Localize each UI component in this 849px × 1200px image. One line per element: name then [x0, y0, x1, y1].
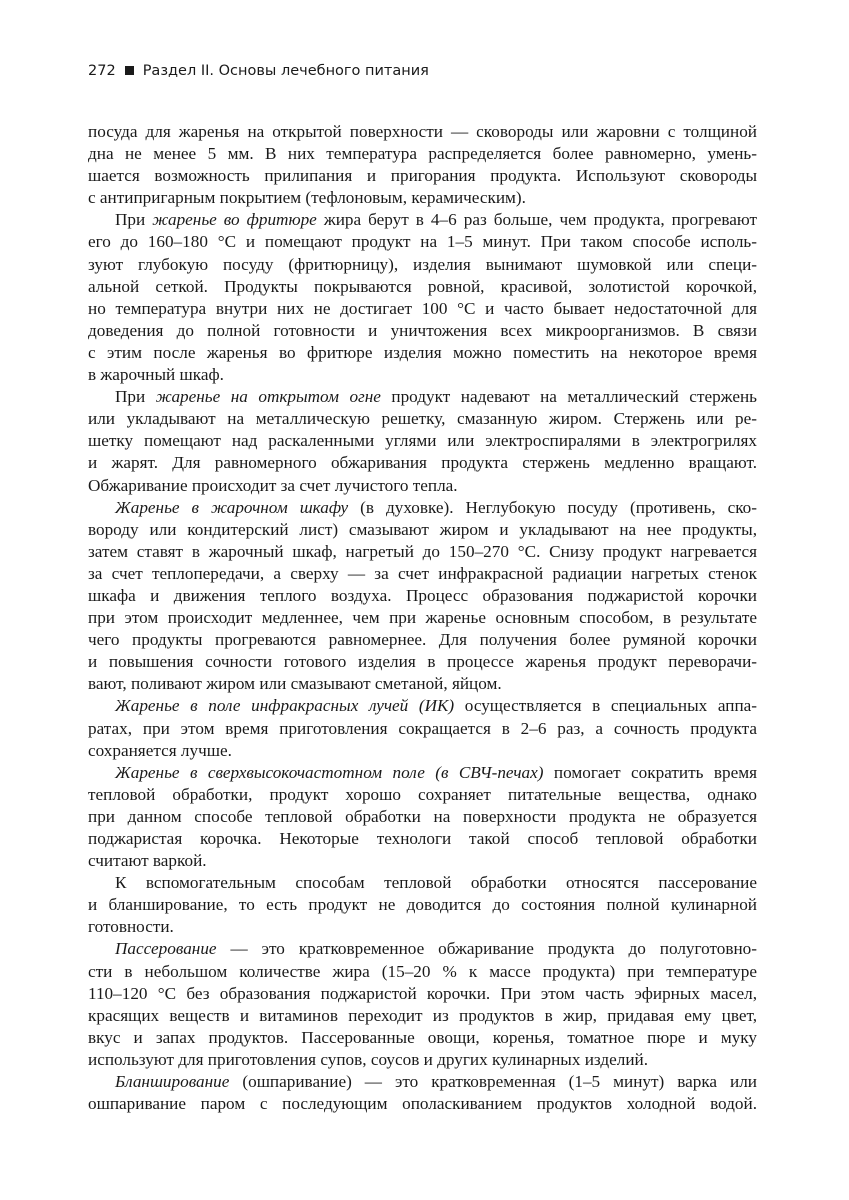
- text-run: (в духовке). Неглубокую посуду (противень, ско-: [348, 497, 758, 517]
- text-run: его до 160–180 °С и помещают продукт на 1–5 минут. При таком способе исполь-: [88, 232, 757, 252]
- paragraph: [88, 209, 757, 386]
- text-line: [88, 408, 757, 430]
- text-run: помогает сократить время: [543, 762, 757, 782]
- text-line: [88, 452, 757, 474]
- text-line: [88, 651, 757, 673]
- text-run: доведения до полной готовности и уничтожения всех микроорганизмов. В связи: [88, 320, 757, 340]
- text-line: [88, 1071, 757, 1093]
- text-run: ошпаривание паром с последующим ополаскиванием продуктов холодной водой.: [88, 1094, 757, 1114]
- text-run: шается возможность прилипания и пригорания продукта. Используют сковороды: [88, 166, 757, 186]
- text-line: [88, 475, 757, 497]
- text-run: с антипригарным покрытием (тефлоновым, керамическим).: [88, 188, 526, 208]
- text-run: осуществляется в специальных аппа-: [454, 696, 758, 716]
- text-line: [88, 806, 757, 828]
- running-header: [88, 63, 429, 79]
- text-run: за счет теплопередачи, а сверху — за счет инфракрасной радиации нагретых стенок: [88, 563, 757, 583]
- text-run: дна не менее 5 мм. В них температура распределяется более равномерно, умень-: [88, 144, 757, 164]
- text-run: чего продукты прогреваются равномернее. Для получения более румяной корочки: [88, 630, 757, 650]
- text-run: поджаристая корочка. Некоторые технологи такой способ тепловой обработки: [88, 829, 757, 848]
- text-line: [88, 563, 757, 585]
- italic-term: Жаренье в сверхвысокочастотном поле (в СВЧ-печах): [115, 762, 544, 782]
- text-line: [88, 740, 757, 762]
- text-run: жира берут в 4–6 раз больше, чем продукта, прогревают: [316, 210, 757, 230]
- text-run: — это кратковременное обжаривание продукта до полуготовно-: [216, 939, 757, 959]
- text-line: [88, 320, 757, 342]
- paragraph: [88, 121, 757, 209]
- text-run: сти в небольшом количестве жира (15–20 % к массе продукта) при температуре: [88, 961, 757, 981]
- text-line: [88, 916, 757, 938]
- text-line: [88, 430, 757, 452]
- text-line: [88, 209, 757, 231]
- text-line: [88, 894, 757, 916]
- text-line: [88, 276, 757, 298]
- paragraph: [88, 497, 757, 696]
- paragraph: [88, 695, 757, 761]
- text-run: альной сеткой. Продукты покрываются ровной, красивой, золотистой корочкой,: [88, 276, 757, 296]
- text-line: [88, 386, 757, 408]
- text-run: или укладывают на металлическую решетку, смазанную жиром. Стержень или ре-: [88, 409, 757, 429]
- text-run: (ошпаривание) — это кратковременная (1–5 минут) варка или: [229, 1072, 757, 1092]
- text-line: [88, 828, 757, 850]
- text-run: вают, поливают жиром или смазывают сметаной, яйцом.: [88, 674, 502, 694]
- text-line: [88, 585, 757, 607]
- text-line: [88, 497, 757, 519]
- text-line: [88, 695, 757, 717]
- text-run: считают варкой.: [88, 851, 207, 871]
- text-line: [88, 784, 757, 806]
- page-number: 272: [88, 63, 116, 79]
- text-run: при данном способе тепловой обработки на поверхности продукта не образуется: [88, 806, 757, 826]
- text-line: [88, 1049, 757, 1071]
- text-run: при этом происходит медленнее, чем при жаренье основным способом, в результате: [88, 608, 757, 628]
- text-run: и повышения сочности готового изделия в процессе жаренья продукт переворачи-: [88, 652, 757, 672]
- text-line: [88, 673, 757, 695]
- paragraph: [88, 1071, 757, 1115]
- text-line: [88, 187, 757, 209]
- text-run: но температура внутри них не достигает 100 °С и часто бывает недостаточной для: [88, 298, 757, 318]
- text-run: 110–120 °С без образования поджаристой корочки. При этом часть эфирных масел,: [88, 983, 757, 1003]
- text-run: шетку помещают над раскаленными углями или электроспиралями в электрогрилях: [88, 431, 757, 451]
- text-run: ратах, при этом время приготовления сокращается в 2–6 раз, а сочность продукта: [88, 718, 757, 738]
- text-run: красящих веществ и витаминов переходит из продуктов в жир, придавая ему цвет,: [88, 1005, 757, 1025]
- text-run: сохраняется лучше.: [88, 740, 232, 760]
- text-run: с этим после жаренья во фритюре изделия можно поместить на некоторое время: [88, 342, 757, 362]
- text-line: [88, 165, 757, 187]
- text-line: [88, 342, 757, 364]
- text-run: и бланширование, то есть продукт не доводится до состояния полной кулинарной: [88, 895, 757, 915]
- text-line: [88, 872, 757, 894]
- text-run: используют для приготовления супов, соусов и других кулинарных изделий.: [88, 1049, 649, 1069]
- paragraph: [88, 872, 757, 938]
- paragraph: [88, 938, 757, 1071]
- text-line: [88, 938, 757, 960]
- text-run: посуда для жаренья на открытой поверхности — сковороды или жаровни с толщиной: [88, 122, 757, 141]
- text-line: [88, 629, 757, 651]
- text-run: и жарят. Для равномерного обжаривания продукта стержень медленно вращают.: [88, 453, 757, 473]
- text-line: [88, 607, 757, 629]
- text-line: [88, 298, 757, 320]
- text-line: [88, 254, 757, 276]
- text-run: тепловой обработки, продукт хорошо сохраняет питательные вещества, однако: [88, 784, 757, 804]
- italic-term: Жаренье в поле инфракрасных лучей (ИК): [115, 696, 455, 716]
- italic-term: Пассерование: [115, 939, 217, 959]
- italic-term: жаренье на открытом огне: [155, 387, 381, 407]
- text-run: Обжаривание происходит за счет лучистого тепла.: [88, 475, 458, 495]
- text-run: При: [115, 210, 153, 230]
- text-run: шкафа и движения теплого воздуха. Процесс образования поджаристой корочки: [88, 585, 757, 605]
- text-line: [88, 1093, 757, 1115]
- text-run: в жарочный шкаф.: [88, 365, 224, 385]
- text-line: [88, 1005, 757, 1027]
- text-line: [88, 961, 757, 983]
- text-run: К вспомогательным способам тепловой обработки относятся пассерование: [115, 873, 757, 893]
- text-run: При: [115, 387, 156, 407]
- italic-term: жаренье во фритюре: [152, 210, 317, 230]
- body-text: [88, 121, 757, 1115]
- paragraph: [88, 386, 757, 496]
- text-line: [88, 762, 757, 784]
- paragraph: [88, 762, 757, 872]
- text-line: [88, 718, 757, 740]
- italic-term: Жаренье в жарочном шкафу: [115, 497, 349, 517]
- text-line: [88, 364, 757, 386]
- text-line: [88, 143, 757, 165]
- text-line: [88, 231, 757, 253]
- text-run: зуют глубокую посуду (фритюрницу), изделия вынимают шумовкой или специ-: [88, 254, 757, 274]
- text-run: готовности.: [88, 917, 174, 937]
- text-run: вкус и запах продуктов. Пассерованные овощи, коренья, томатное пюре и муку: [88, 1027, 757, 1047]
- text-line: [88, 541, 757, 563]
- text-run: затем ставят в жарочный шкаф, нагретый до 150–270 °С. Снизу продукт нагревается: [88, 541, 757, 561]
- text-line: [88, 850, 757, 872]
- text-line: [88, 1027, 757, 1049]
- text-line: [88, 983, 757, 1005]
- text-run: продукт надевают на металлический стержень: [380, 387, 757, 407]
- italic-term: Бланширование: [115, 1072, 230, 1092]
- text-line: [88, 121, 757, 143]
- section-title: Раздел II. Основы лечебного питания: [142, 63, 429, 79]
- text-line: [88, 519, 757, 541]
- text-run: вороду или кондитерский лист) смазывают жиром и укладывают на нее продукты,: [88, 519, 757, 539]
- square-bullet-icon: [125, 66, 134, 75]
